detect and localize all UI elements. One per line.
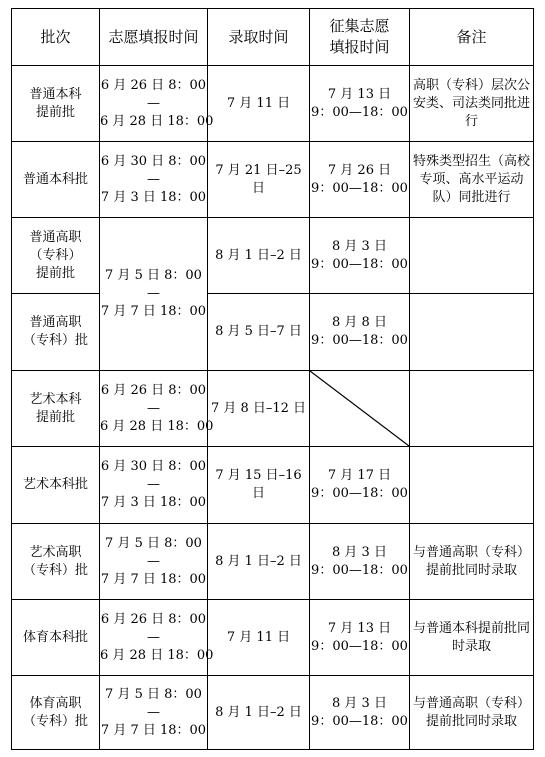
table-row [12,66,534,142]
admit-time-cell: 7 月 21 日–25 日 [208,142,310,218]
table-row [12,447,534,524]
table-row [12,676,534,750]
diagonal-slash [310,371,409,446]
batch-cell: 艺术本科批 [12,447,100,524]
admit-time-cell: 7 月 15 日–16 日 [208,447,310,524]
batch-cell: 体育高职 （专科）批 [12,676,100,750]
header-batch: 批次 [12,9,100,66]
header-admit-time: 录取时间 [208,9,310,66]
table-row [12,524,534,600]
header-supplementary-time: 征集志愿 填报时间 [310,9,410,66]
admit-time-cell: 7 月 11 日 [208,600,310,676]
table-row [12,371,534,447]
remark-cell: 与普通高职（专科）提前批同时录取 [410,676,534,750]
remark-cell: 特殊类型招生（高校专项、高水平运动队）同批进行 [410,142,534,218]
batch-cell: 普通高职 （专科）批 [12,294,100,371]
remark-cell [410,294,534,371]
supplementary-time-cell: 8 月 3 日 9：00—18：00 [310,524,410,600]
header-row [12,9,534,66]
fill-time-cell: 7 月 5 日 8：00 — 7 月 7 日 18：00 [100,524,208,600]
batch-cell: 艺术本科 提前批 [12,371,100,447]
remark-cell: 与普通本科提前批同时录取 [410,600,534,676]
supplementary-time-cell: 8 月 8 日 9：00—18：00 [310,294,410,371]
remark-cell [410,447,534,524]
empty-diagonal-cell [310,371,410,447]
fill-time-cell: 7 月 5 日 8：00 — 7 月 7 日 18：00 [100,218,208,371]
fill-time-cell: 6 月 26 日 8：00 — 6 月 28 日 18：00 [100,371,208,447]
admission-schedule-table [11,8,534,750]
remark-cell [410,371,534,447]
fill-time-cell: 6 月 30 日 8：00 — 7 月 3 日 18：00 [100,447,208,524]
admit-time-cell: 8 月 1 日–2 日 [208,676,310,750]
fill-time-cell: 6 月 26 日 8：00 — 6 月 28 日 18：00 [100,66,208,142]
supplementary-time-cell: 8 月 3 日 9：00—18：00 [310,676,410,750]
supplementary-time-cell: 7 月 26 日 9：00—18：00 [310,142,410,218]
admit-time-cell: 7 月 11 日 [208,66,310,142]
batch-cell: 普通本科批 [12,142,100,218]
admit-time-cell: 8 月 5 日–7 日 [208,294,310,371]
fill-time-cell: 6 月 26 日 8：00 — 6 月 28 日 18：00 [100,600,208,676]
remark-cell: 与普通高职（专科）提前批同时录取 [410,524,534,600]
supplementary-time-cell: 7 月 13 日 9：00—18：00 [310,600,410,676]
admit-time-cell: 8 月 1 日–2 日 [208,524,310,600]
batch-cell: 普通高职 （专科） 提前批 [12,218,100,294]
supplementary-time-cell: 8 月 3 日 9：00—18：00 [310,218,410,294]
table-row [12,142,534,218]
header-remarks: 备注 [410,9,534,66]
supplementary-time-cell: 7 月 13 日 9：00—18：00 [310,66,410,142]
admit-time-cell: 8 月 1 日–2 日 [208,218,310,294]
batch-cell: 普通本科 提前批 [12,66,100,142]
fill-time-cell: 7 月 5 日 8：00 — 7 月 7 日 18：00 [100,676,208,750]
admit-time-cell: 7 月 8 日–12 日 [208,371,310,447]
batch-cell: 体育本科批 [12,600,100,676]
table-row [12,600,534,676]
header-fill-time: 志愿填报时间 [100,9,208,66]
table-row [12,218,534,294]
table-row [12,294,534,371]
fill-time-cell: 6 月 30 日 8：00 — 7 月 3 日 18：00 [100,142,208,218]
batch-cell: 艺术高职 （专科）批 [12,524,100,600]
supplementary-time-cell: 7 月 17 日 9：00—18：00 [310,447,410,524]
remark-cell: 高职（专科）层次公安类、司法类同批进行 [410,66,534,142]
remark-cell [410,218,534,294]
